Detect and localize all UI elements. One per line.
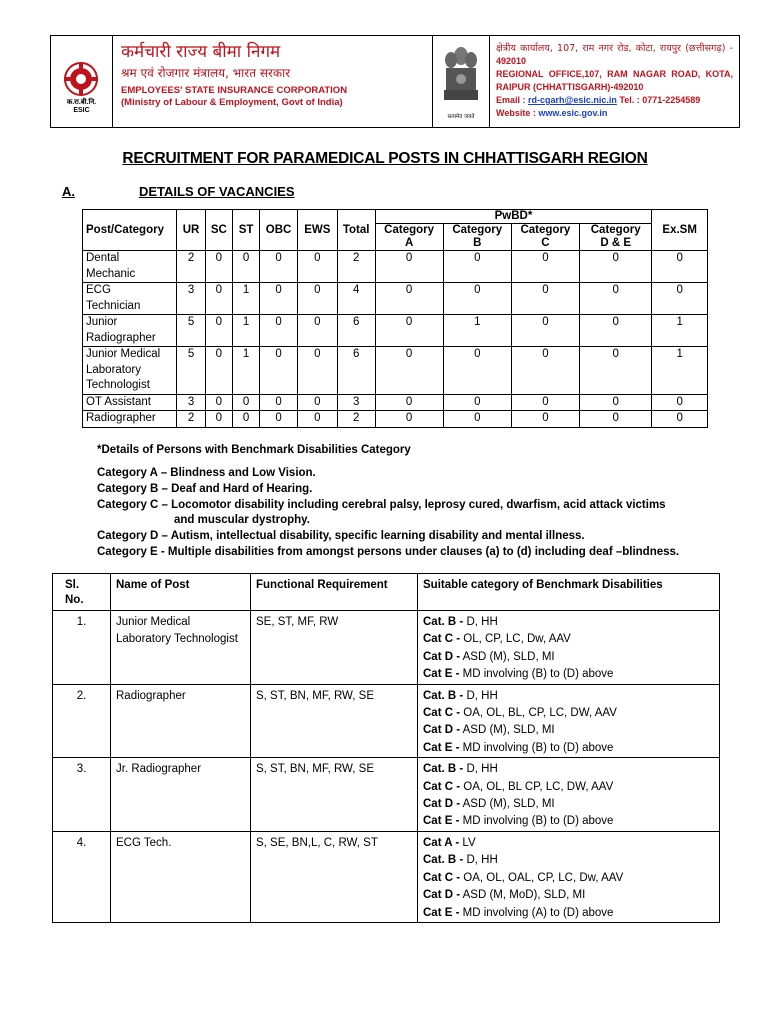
category-value: MD involving (A) to (D) above — [459, 906, 614, 919]
vacancy-st-cell: 1 — [232, 283, 259, 315]
category-label: Cat C - — [423, 780, 461, 793]
disability-notes-heading: *Details of Persons with Benchmark Disabilities Category — [97, 444, 411, 456]
address-english-line2: RAIPUR (CHHATTISGARH)-492010 — [496, 82, 644, 92]
category-b-text: Category B – Deaf and Hard of Hearing. — [97, 482, 313, 495]
category-line — [423, 870, 714, 887]
header-cat-b-line2: B — [473, 237, 482, 249]
vacancy-sc-cell: 0 — [205, 251, 232, 283]
functional-post-line: ECG Tech. — [116, 836, 172, 849]
vacancy-exsm-cell: 0 — [652, 394, 708, 411]
vacancy-obc-cell: 0 — [260, 411, 298, 428]
tel-label: Tel. : — [619, 95, 640, 105]
category-c-text-continued: and muscular dystrophy. — [174, 514, 310, 527]
category-line — [423, 779, 714, 796]
ministry-english: (Ministry of Labour & Employment, Govt of India) — [121, 97, 343, 108]
category-value: D, HH — [463, 616, 498, 628]
vacancy-total-cell: 6 — [337, 315, 375, 347]
vacancy-row — [83, 251, 708, 283]
vacancy-post-line: Radiographer — [86, 331, 156, 344]
national-emblem-icon — [442, 42, 480, 108]
vacancy-st-cell: 0 — [232, 411, 259, 428]
header-cat-a-line1: Category — [384, 224, 435, 236]
functional-sl-cell: 1. — [53, 611, 111, 685]
vacancy-ur-cell: 2 — [177, 411, 205, 428]
suitable-category-cell — [418, 684, 720, 758]
vacancy-cat-a-cell: 0 — [375, 315, 443, 347]
vacancy-cat-c-cell: 0 — [511, 283, 579, 315]
vacancy-post-line: Technologist — [86, 379, 150, 391]
organisation-name-cell — [113, 36, 433, 127]
address-hindi-line1: क्षेत्रीय कार्यालय, 107, राम नगर रोड, कोटा, रायपुर (छत्तीसगढ़) - — [496, 43, 733, 54]
vacancy-ews-cell: 0 — [297, 251, 337, 283]
vacancy-total-cell: 6 — [337, 347, 375, 395]
category-line — [423, 835, 714, 852]
disability-category-list — [97, 466, 737, 561]
functional-requirement-cell: S, ST, BN, MF, RW, SE — [251, 684, 418, 758]
functional-post-cell — [111, 758, 251, 832]
page-title: RECRUITMENT FOR PARAMEDICAL POSTS IN CHHATTISGARH REGION — [122, 150, 648, 167]
address-english-line1: REGIONAL OFFICE,107, RAM NAGAR ROAD, KOTA, — [496, 69, 733, 79]
functional-post-line: Radiographer — [116, 689, 186, 702]
category-label: Cat D - — [423, 889, 461, 902]
category-label: Cat. B - — [423, 854, 464, 867]
category-line — [423, 705, 714, 722]
vacancy-cat-c-cell: 0 — [511, 251, 579, 283]
website-link[interactable]: www.esic.gov.in — [538, 108, 608, 118]
logo-caption-hindi: क.रा.बी.नि. — [66, 99, 97, 106]
vacancy-table — [82, 209, 708, 428]
category-label: Cat D - — [423, 724, 461, 737]
vacancy-cat-de-cell: 0 — [580, 251, 652, 283]
header-name-of-post: Name of Post — [111, 574, 251, 611]
suitable-category-cell — [418, 611, 720, 685]
header-st: ST — [232, 210, 259, 251]
letterhead — [50, 35, 740, 128]
functional-requirement-cell: S, SE, BN,L, C, RW, ST — [251, 831, 418, 922]
category-d-text: Category D – Autism, intellectual disability, specific learning disability and mental illness. — [97, 530, 585, 543]
category-line — [423, 761, 714, 778]
vacancy-post-cell — [83, 347, 177, 395]
category-value: MD involving (B) to (D) above — [459, 668, 614, 681]
vacancy-cat-a-cell: 0 — [375, 394, 443, 411]
category-line — [423, 666, 714, 683]
vacancy-sc-cell: 0 — [205, 315, 232, 347]
vacancy-cat-b-cell: 0 — [443, 251, 511, 283]
vacancy-cat-a-cell: 0 — [375, 283, 443, 315]
vacancy-post-cell — [83, 411, 177, 428]
category-label: Cat. B - — [423, 763, 464, 776]
org-name-english: EMPLOYEES' STATE INSURANCE CORPORATION — [121, 85, 348, 96]
vacancy-exsm-cell: 1 — [652, 347, 708, 395]
header-cat-a-line2: A — [404, 237, 414, 249]
category-value: ASD (M), SLD, MI — [460, 724, 555, 737]
vacancy-ur-cell: 5 — [177, 347, 205, 395]
category-value: ASD (M), SLD, MI — [460, 650, 555, 663]
emblem-motto: सत्यमेव जयते — [447, 114, 475, 120]
category-value: OA, OL, BL, CP, LC, DW, AAV — [460, 707, 617, 720]
category-line — [423, 722, 714, 739]
vacancy-obc-cell: 0 — [260, 283, 298, 315]
functional-post-cell — [111, 831, 251, 922]
category-label: Cat C - — [423, 633, 461, 646]
header-suitable-category: Suitable category of Benchmark Disabilities — [418, 574, 720, 611]
header-ur: UR — [177, 210, 205, 251]
vacancy-ur-cell: 3 — [177, 394, 205, 411]
category-line — [423, 813, 714, 830]
vacancy-row — [83, 283, 708, 315]
category-value: LV — [459, 836, 476, 849]
vacancy-cat-b-cell: 1 — [443, 315, 511, 347]
header-ews: EWS — [297, 210, 337, 251]
category-value: ASD (M, MoD), SLD, MI — [460, 889, 586, 902]
vacancy-post-line: Laboratory — [86, 363, 141, 376]
header-cat-b — [443, 224, 511, 251]
org-name-hindi: कर्मचारी राज्य बीमा निगम — [121, 42, 281, 62]
vacancy-ews-cell: 0 — [297, 283, 337, 315]
functional-post-cell — [111, 684, 251, 758]
vacancy-ur-cell: 2 — [177, 251, 205, 283]
vacancy-cat-b-cell: 0 — [443, 283, 511, 315]
vacancy-post-cell — [83, 283, 177, 315]
vacancy-ur-cell: 5 — [177, 315, 205, 347]
header-cat-de-line2: D & E — [600, 237, 632, 249]
category-e-text: Category E - Multiple disabilities from amongst persons under clauses (a) to (d) including deaf –blindness. — [97, 545, 680, 558]
vacancy-cat-de-cell: 0 — [580, 347, 652, 395]
vacancy-post-line: OT Assistant — [86, 395, 151, 408]
vacancy-post-line: Junior Medical — [86, 348, 161, 360]
functional-row — [53, 684, 720, 758]
header-sl-line1: Sl. — [65, 579, 80, 591]
functional-header-row — [53, 574, 720, 611]
vacancy-post-line: Mechanic — [86, 267, 136, 280]
vacancy-st-cell: 0 — [232, 251, 259, 283]
section-title: DETAILS OF VACANCIES — [139, 184, 295, 199]
ministry-hindi: श्रम एवं रोजगार मंत्रालय, भारत सरकार — [121, 66, 291, 80]
category-line — [423, 740, 714, 757]
category-label: Cat D - — [423, 798, 461, 811]
vacancy-ews-cell: 0 — [297, 394, 337, 411]
functional-row — [53, 611, 720, 685]
vacancy-post-cell — [83, 251, 177, 283]
functional-sl-cell: 2. — [53, 684, 111, 758]
vacancy-cat-c-cell: 0 — [511, 411, 579, 428]
category-value: MD involving (B) to (D) above — [459, 741, 614, 754]
vacancy-post-cell — [83, 315, 177, 347]
website-line — [496, 107, 733, 120]
header-cat-a — [375, 224, 443, 251]
category-value: D, HH — [463, 763, 498, 776]
header-cat-c-line1: Category — [520, 224, 571, 236]
vacancy-sc-cell: 0 — [205, 283, 232, 315]
vacancy-header-row — [83, 210, 708, 224]
vacancy-ews-cell: 0 — [297, 347, 337, 395]
vacancy-sc-cell: 0 — [205, 347, 232, 395]
vacancy-cat-a-cell: 0 — [375, 347, 443, 395]
vacancy-ews-cell: 0 — [297, 411, 337, 428]
header-sl-no — [53, 574, 111, 611]
category-label: Cat C - — [423, 871, 461, 884]
address-cell — [490, 36, 739, 127]
section-letter: A. — [62, 184, 75, 199]
functional-post-cell — [111, 611, 251, 685]
vacancy-cat-a-cell: 0 — [375, 411, 443, 428]
vacancy-cat-de-cell: 0 — [580, 411, 652, 428]
vacancy-st-cell: 1 — [232, 315, 259, 347]
header-pwbd: PwBD* — [375, 210, 652, 224]
vacancy-cat-b-cell: 0 — [443, 347, 511, 395]
category-line — [423, 688, 714, 705]
vacancy-cat-c-cell: 0 — [511, 347, 579, 395]
header-cat-de — [580, 224, 652, 251]
vacancy-cat-c-cell: 0 — [511, 394, 579, 411]
vacancy-cat-de-cell: 0 — [580, 315, 652, 347]
category-label: Cat E - — [423, 906, 460, 919]
category-label: Cat E - — [423, 668, 460, 681]
header-cat-c-line2: C — [541, 237, 550, 249]
vacancy-ur-cell: 3 — [177, 283, 205, 315]
functional-requirement-cell: S, ST, BN, MF, RW, SE — [251, 758, 418, 832]
vacancy-ews-cell: 0 — [297, 315, 337, 347]
vacancy-total-cell: 2 — [337, 411, 375, 428]
category-line — [423, 796, 714, 813]
header-obc: OBC — [260, 210, 298, 251]
vacancy-cat-b-cell: 0 — [443, 394, 511, 411]
category-value: OA, OL, OAL, CP, LC, Dw, AAV — [460, 871, 624, 884]
functional-sl-cell: 3. — [53, 758, 111, 832]
category-label: Cat C - — [423, 707, 461, 720]
vacancy-sc-cell: 0 — [205, 411, 232, 428]
vacancy-exsm-cell: 1 — [652, 315, 708, 347]
logo-caption — [51, 99, 112, 115]
category-label: Cat D - — [423, 650, 461, 663]
category-c-text: Category C – Locomotor disability including cerebral palsy, leprosy cured, dwarfism, acid attack victims — [97, 498, 666, 511]
vacancy-total-cell: 4 — [337, 283, 375, 315]
vacancy-post-line: Dental — [86, 252, 120, 264]
vacancy-row — [83, 394, 708, 411]
vacancy-post-cell — [83, 394, 177, 411]
vacancy-cat-de-cell: 0 — [580, 283, 652, 315]
category-label: Cat. B - — [423, 689, 464, 702]
vacancy-st-cell: 0 — [232, 394, 259, 411]
vacancy-obc-cell: 0 — [260, 315, 298, 347]
header-functional-requirement: Functional Requirement — [251, 574, 418, 611]
category-value: D, HH — [463, 854, 498, 867]
emblem-cell — [433, 36, 490, 127]
category-value: D, HH — [463, 689, 498, 702]
address-hindi-line2: 492010 — [496, 56, 527, 66]
vacancy-exsm-cell: 0 — [652, 251, 708, 283]
header-exsm: Ex.SM — [652, 210, 708, 251]
category-label: Cat. B - — [423, 616, 464, 628]
vacancy-cat-de-cell: 0 — [580, 394, 652, 411]
tel-value: 0771-2254589 — [642, 95, 701, 105]
header-cat-c — [511, 224, 579, 251]
category-label: Cat A - — [423, 836, 460, 849]
vacancy-post-line: ECG — [86, 284, 111, 296]
esic-logo-icon — [60, 61, 102, 97]
header-cat-de-line1: Category — [590, 224, 641, 236]
vacancy-row — [83, 411, 708, 428]
vacancy-cat-b-cell: 0 — [443, 411, 511, 428]
vacancy-row — [83, 347, 708, 395]
category-a-text: Category A – Blindness and Low Vision. — [97, 467, 316, 479]
category-line — [423, 614, 714, 631]
category-line — [423, 649, 714, 666]
vacancy-post-line: Junior — [86, 316, 118, 328]
vacancy-exsm-cell: 0 — [652, 283, 708, 315]
vacancy-cat-c-cell: 0 — [511, 315, 579, 347]
functional-post-line: Laboratory Technologist — [116, 633, 238, 646]
website-label: Website : — [496, 108, 536, 118]
vacancy-obc-cell: 0 — [260, 251, 298, 283]
functional-requirement-cell: SE, ST, MF, RW — [251, 611, 418, 685]
category-value: MD involving (B) to (D) above — [459, 815, 614, 828]
functional-post-line: Jr. Radiographer — [116, 763, 202, 776]
header-sc: SC — [205, 210, 232, 251]
header-total: Total — [337, 210, 375, 251]
category-label: Cat E - — [423, 741, 460, 754]
vacancy-post-line: Radiographer — [86, 412, 156, 424]
functional-row — [53, 831, 720, 922]
vacancy-sc-cell: 0 — [205, 394, 232, 411]
vacancy-total-cell: 3 — [337, 394, 375, 411]
category-line — [423, 631, 714, 648]
contact-line — [496, 94, 733, 107]
suitable-category-cell — [418, 758, 720, 832]
vacancy-row — [83, 315, 708, 347]
category-value: OL, CP, LC, Dw, AAV — [460, 633, 571, 646]
vacancy-total-cell: 2 — [337, 251, 375, 283]
vacancy-exsm-cell: 0 — [652, 411, 708, 428]
vacancy-post-line: Technician — [86, 299, 141, 312]
email-link[interactable]: rd-cgarh@esic.nic.in — [528, 95, 617, 105]
suitable-category-cell — [418, 831, 720, 922]
functional-requirement-table — [52, 573, 720, 923]
category-label: Cat E - — [423, 815, 460, 828]
vacancy-st-cell: 1 — [232, 347, 259, 395]
header-sl-line2: No. — [65, 594, 84, 606]
email-label: Email : — [496, 95, 526, 105]
logo-caption-english: ESIC — [73, 107, 90, 114]
functional-sl-cell: 4. — [53, 831, 111, 922]
header-cat-b-line1: Category — [452, 224, 503, 236]
category-value: ASD (M), SLD, MI — [460, 798, 555, 811]
functional-post-line: Junior Medical — [116, 616, 191, 628]
category-line — [423, 905, 714, 922]
category-line — [423, 887, 714, 904]
header-post: Post/Category — [83, 210, 177, 251]
vacancy-cat-a-cell: 0 — [375, 251, 443, 283]
logo-cell — [51, 36, 113, 127]
functional-row — [53, 758, 720, 832]
vacancy-obc-cell: 0 — [260, 347, 298, 395]
vacancy-obc-cell: 0 — [260, 394, 298, 411]
category-value: OA, OL, BL CP, LC, DW, AAV — [460, 780, 614, 793]
category-line — [423, 852, 714, 869]
